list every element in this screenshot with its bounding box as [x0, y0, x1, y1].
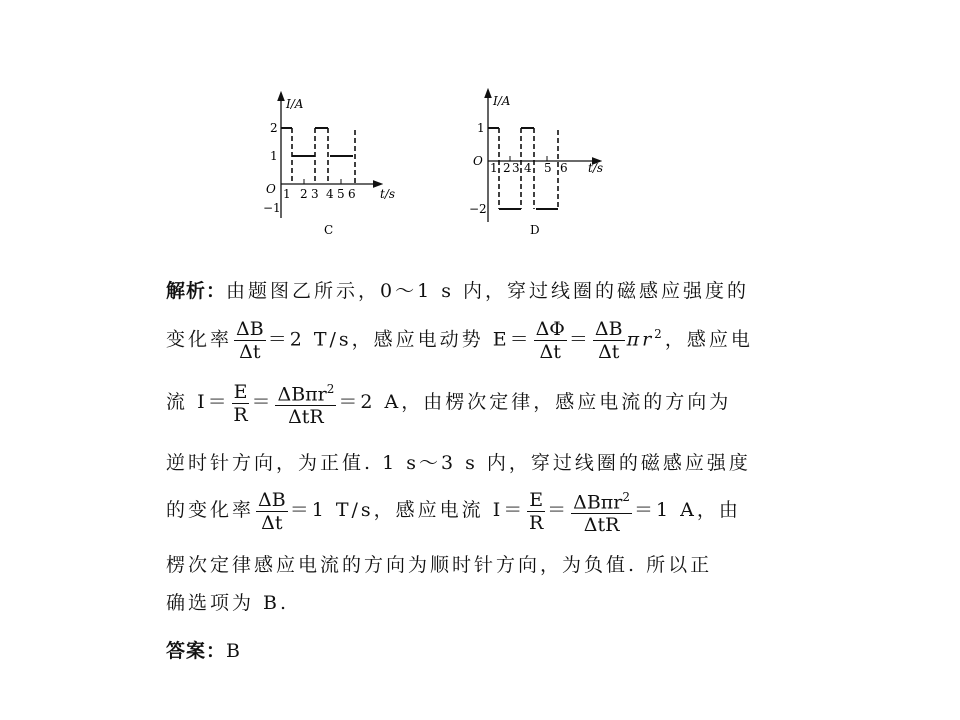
svg-text:5: 5 [337, 187, 345, 201]
figure-d [462, 88, 622, 238]
svg-text:3: 3 [311, 187, 319, 201]
svg-text:1: 1 [283, 187, 291, 201]
svg-text:O: O [473, 154, 483, 168]
fraction-dPhi-dt: $\frac{\Delta\Phi}{\Delta t}$ [535, 318, 565, 363]
svg-text:1: 1 [490, 161, 498, 175]
svg-text:1: 1 [270, 149, 278, 163]
analysis-line-2: 变化率 $\frac{\Delta B}{\Delta t}$ ＝2 T/s，感应电动势 E＝ $\frac{\Delta\Phi}{\Delta t}$ ＝ $\frac{\Delta B}{\Delta t}$ $\pi r^2$，感应电 [166, 318, 753, 363]
svg-text:t/s: t/s [380, 187, 396, 201]
fraction-dB-dt: $\frac{\Delta B}{\Delta t}$ [236, 318, 264, 363]
svg-text:−1: −1 [263, 201, 281, 215]
fraction-dBpir2-dtR: $\frac{\Delta B\pi r^2}{\text{ΔtR}}$ [275, 378, 336, 428]
svg-text:5: 5 [544, 161, 552, 175]
fraction-E-R: $\frac{E}{R}$ [233, 380, 248, 426]
svg-text:2: 2 [300, 187, 308, 201]
fraction-E-R: $\frac{E}{R}$ [529, 488, 544, 534]
svg-text:4: 4 [524, 161, 532, 175]
svg-text:1: 1 [477, 121, 485, 135]
y-axis-label: I/A [286, 97, 304, 111]
svg-text:t/s: t/s [588, 161, 604, 175]
svg-text:I/A: I/A [493, 94, 511, 108]
svg-text:6: 6 [560, 161, 568, 175]
fraction-dBpir2-dtR: $\frac{\Delta B\pi r^2}{\text{ΔtR}}$ [571, 486, 632, 536]
figure-c [255, 88, 415, 238]
fraction-dB-dt: $\frac{\Delta B}{\Delta t}$ [594, 318, 623, 363]
figure-label: C [324, 223, 334, 237]
analysis-line-3: 流 I＝ $\frac{E}{R}$ ＝ $\frac{\Delta B\pi r^2}{\text{ΔtR}}$ ＝2 A，由楞次定律，感应电流的方向为 [166, 378, 731, 428]
fraction-dB-dt: $\frac{\Delta B}{\Delta t}$ [258, 488, 286, 534]
answer-value: B [226, 640, 243, 662]
svg-text:3: 3 [512, 161, 520, 175]
analysis-heading: 解析 [166, 280, 207, 302]
analysis-line-1: 解析：由题图乙所示，0～1 s 内，穿过线圈的磁感应强度的 [166, 280, 750, 302]
analysis-line-6: 楞次定律感应电流的方向为顺时针方向，为负值. 所以正 [166, 554, 713, 576]
figure-label: D [530, 223, 540, 237]
svg-text:2: 2 [270, 121, 278, 135]
svg-text:4: 4 [326, 187, 334, 201]
svg-text:−2: −2 [469, 202, 487, 216]
answer-line: 答案：B [166, 640, 243, 662]
svg-text:O: O [266, 182, 276, 196]
svg-text:6: 6 [348, 187, 356, 201]
answer-heading: 答案 [166, 640, 207, 662]
svg-text:2: 2 [503, 161, 511, 175]
analysis-line-5: 的变化率 $\frac{\Delta B}{\Delta t}$ ＝1 T/s，感应电流 I＝ $\frac{E}{R}$ ＝ $\frac{\Delta B\pi r^2}{\text{ΔtR}}$ ＝1 A，由 [166, 486, 741, 536]
analysis-line-7: 确选项为 B. [166, 592, 290, 614]
analysis-line-4: 逆时针方向，为正值. 1 s～3 s 内，穿过线圈的磁感应强度 [166, 452, 751, 474]
